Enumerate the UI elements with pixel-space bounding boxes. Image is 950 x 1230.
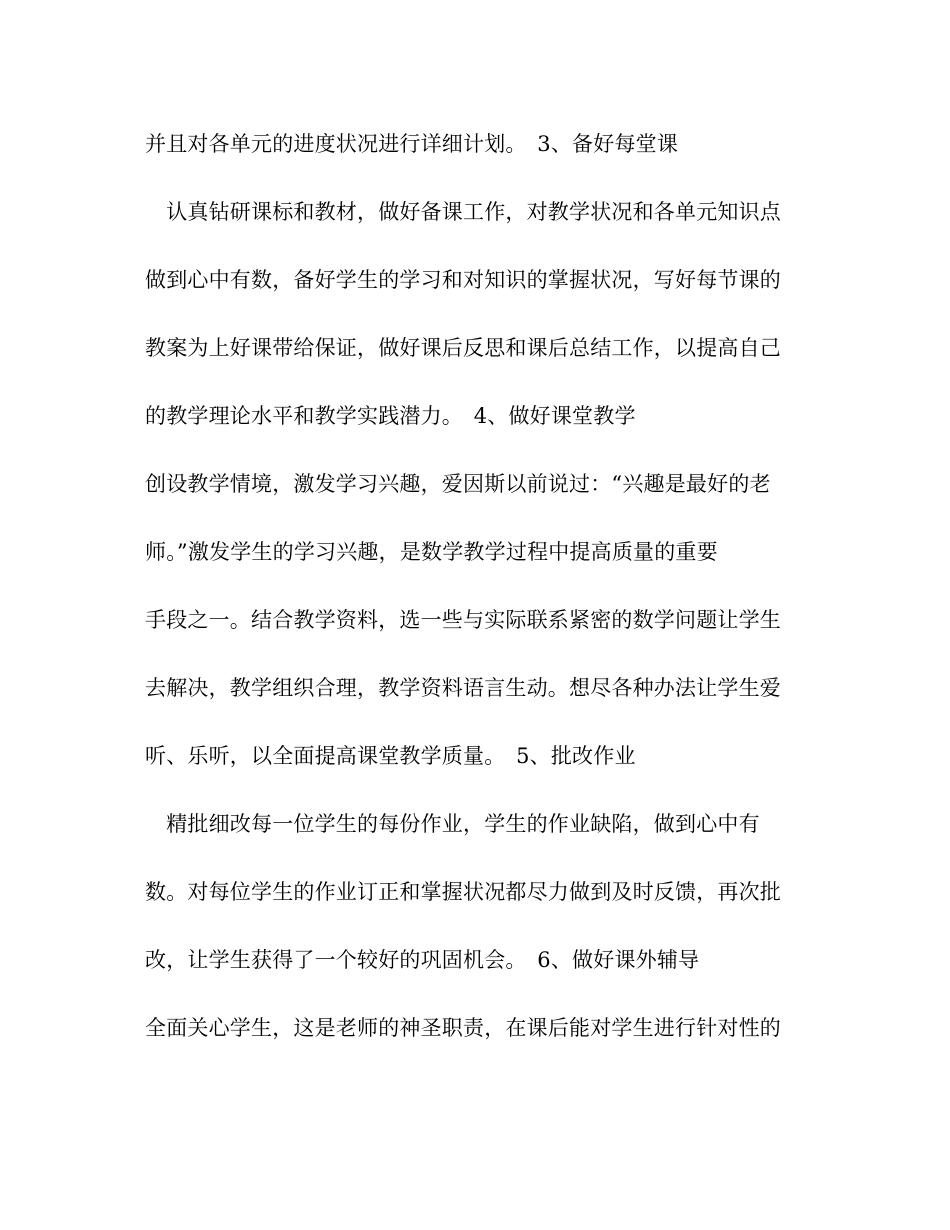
body-text xyxy=(145,126,805,1078)
text-line: 的教学理论水平和教学实践潜力。 4、做好课堂教学 xyxy=(145,404,636,428)
text-line: 全面关心学生，这是老师的神圣职责，在课后能对学生进行针对性的 xyxy=(145,1016,781,1040)
text-line: 师。”激发学生的学习兴趣，是数学教学过程中提高质量的重要 xyxy=(145,540,718,564)
text-line: 教案为上好课带给保证，做好课后反思和课后总结工作，以提高自己 xyxy=(145,336,781,360)
text-line: 创设教学情境，激发学习兴趣，爱因斯以前说过：“兴趣是最好的老 xyxy=(145,472,771,496)
text-line: 认真钻研课标和教材，做好备课工作，对教学状况和各单元知识点 xyxy=(145,200,781,224)
text-line: 手段之一。结合教学资料，选一些与实际联系紧密的数学问题让学生 xyxy=(145,608,781,632)
text-line: 做到心中有数，备好学生的学习和对知识的掌握状况，写好每节课的 xyxy=(145,268,781,292)
text-line: 数。对每位学生的作业订正和掌握状况都尽力做到及时反馈，再次批 xyxy=(145,880,781,904)
text-line: 去解决，教学组织合理，教学资料语言生动。想尽各种办法让学生爱 xyxy=(145,676,781,700)
text-line: 改，让学生获得了一个较好的巩固机会。 6、做好课外辅导 xyxy=(145,948,700,972)
text-line: 并且对各单元的进度状况进行详细计划。 3、备好每堂课 xyxy=(145,132,679,156)
text-line: 听、乐听，以全面提高课堂教学质量。 5、批改作业 xyxy=(145,744,636,768)
text-line: 精批细改每一位学生的每份作业，学生的作业缺陷，做到心中有 xyxy=(145,812,760,836)
